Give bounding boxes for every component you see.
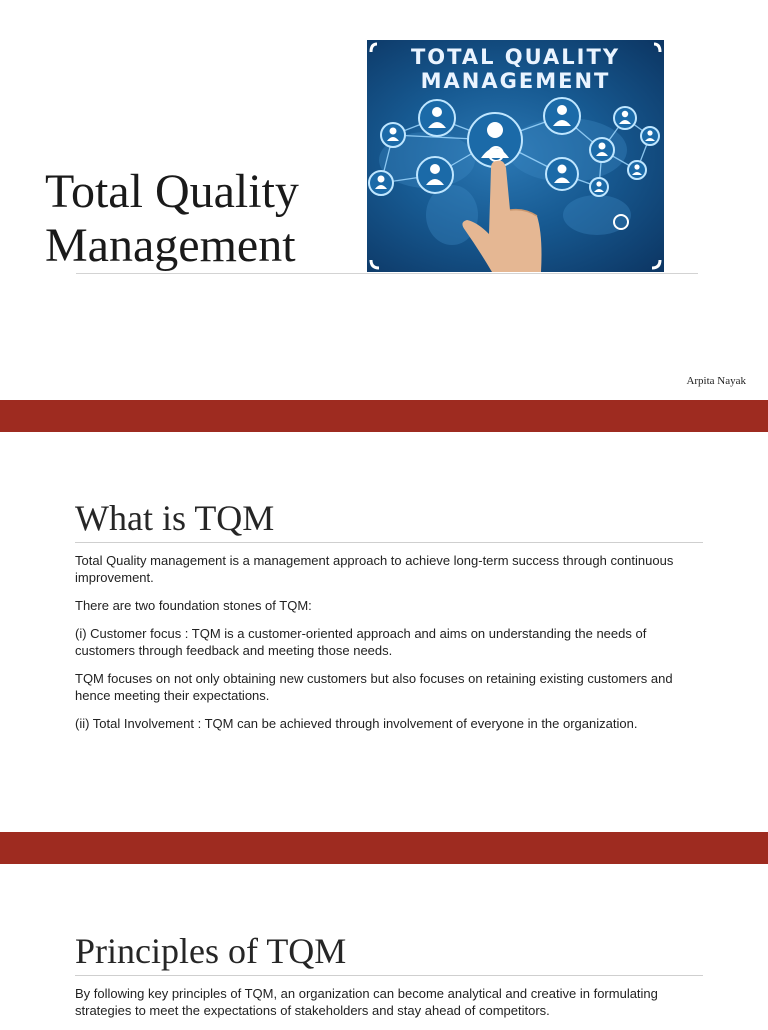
slide-principles-of-tqm xyxy=(0,864,768,1024)
slide-body xyxy=(75,985,705,1030)
heading-divider xyxy=(75,542,703,543)
author-name: Arpita Nayak xyxy=(686,375,746,387)
slide-separator-band xyxy=(0,400,768,432)
title-divider xyxy=(76,273,698,274)
slide-body xyxy=(75,552,705,743)
paragraph: There are two foundation stones of TQM: xyxy=(75,598,312,613)
title-line-1: Total Quality xyxy=(45,165,299,218)
slide-what-is-tqm xyxy=(0,432,768,832)
paragraph: (ii) Total Involvement : TQM can be achieved through involvement of everyone in the organization. xyxy=(75,716,638,731)
heading-divider xyxy=(75,975,703,976)
slide-title xyxy=(0,0,768,400)
paragraph: Total Quality management is a management approach to achieve long-term success through continuous improvement. xyxy=(75,553,674,585)
image-title-line-2: MANAGEMENT xyxy=(420,69,611,93)
tqm-network-image xyxy=(367,40,664,272)
paragraph: (i) Customer focus : TQM is a customer-oriented approach and aims on understanding the needs of customers through feedback and meeting those needs. xyxy=(75,626,647,658)
slide-title-heading xyxy=(45,165,299,273)
paragraph: TQM focuses on not only obtaining new customers but also focuses on retaining existing customers and hence meeting their expectations. xyxy=(75,671,673,703)
slide-separator-band xyxy=(0,832,768,864)
paragraph: By following key principles of TQM, an organization can become analytical and creative in formulating strategies to meet the expectations of stakeholders and stay ahead of competitors. xyxy=(75,986,658,1018)
title-line-2: Management xyxy=(45,219,296,272)
slide-heading: What is TQM xyxy=(75,498,275,538)
image-title-line-1: TOTAL QUALITY xyxy=(410,45,621,69)
slide-heading: Principles of TQM xyxy=(75,931,347,971)
